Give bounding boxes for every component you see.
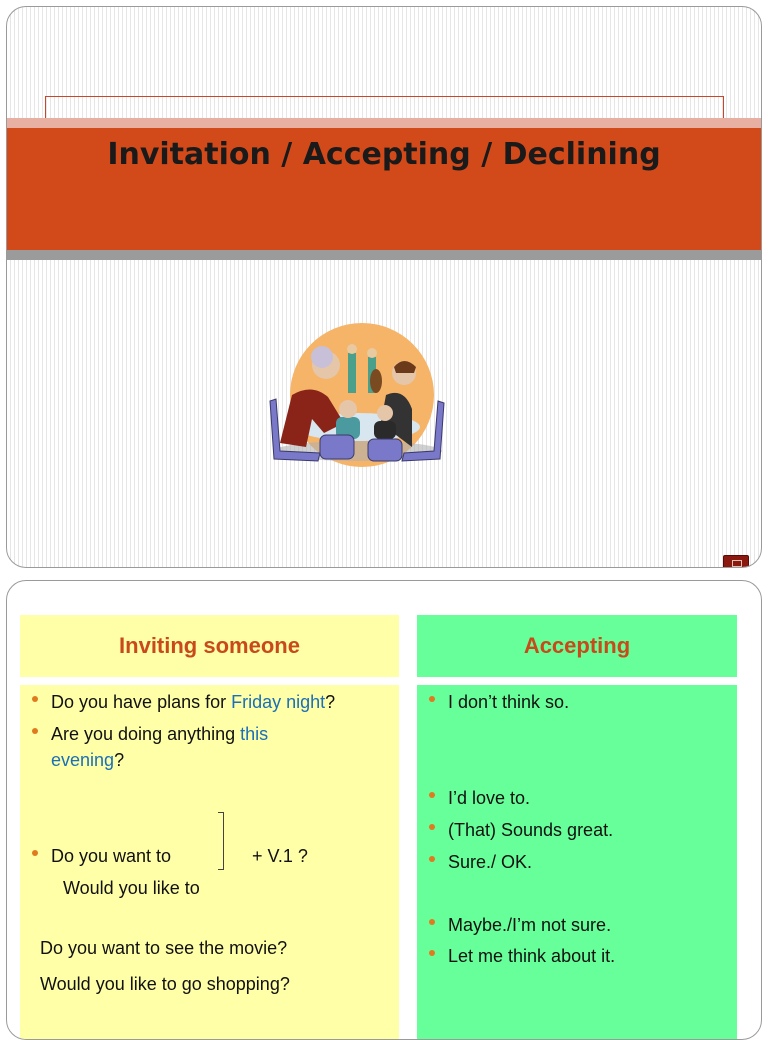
example-sentence: Would you like to go shopping? bbox=[40, 974, 290, 994]
bullet-icon bbox=[429, 696, 435, 702]
slide-title: Invitation / Accepting / Declining bbox=[107, 137, 661, 172]
accent-strip-bottom bbox=[7, 250, 761, 260]
item-text: Sure./ OK. bbox=[448, 852, 533, 872]
item-text: Maybe./I’m not sure. bbox=[448, 915, 612, 935]
accent-strip-top bbox=[7, 118, 761, 128]
item-text: ? bbox=[325, 692, 336, 712]
item-text: Are you doing anything bbox=[51, 724, 241, 744]
accepting-panel bbox=[417, 685, 737, 1040]
list-item bbox=[429, 943, 615, 969]
list-item bbox=[429, 689, 569, 715]
content-slide bbox=[6, 580, 762, 1040]
bullet-icon bbox=[429, 792, 435, 798]
bullet-icon bbox=[429, 856, 435, 862]
title-slide bbox=[6, 6, 762, 568]
item-text: Do you want to bbox=[51, 846, 172, 866]
highlight-text: evening bbox=[51, 750, 115, 770]
bullet-icon bbox=[32, 696, 38, 702]
item-text: ? bbox=[114, 750, 125, 770]
inviting-header: Inviting someone bbox=[20, 615, 399, 677]
item-text: I’d love to. bbox=[448, 788, 531, 808]
item-text: Let me think about it. bbox=[448, 946, 616, 966]
inviting-panel bbox=[20, 685, 399, 1040]
highlight-text: this bbox=[240, 724, 269, 744]
item-text: Would you like to bbox=[63, 878, 200, 898]
list-item bbox=[32, 721, 268, 773]
list-item bbox=[32, 689, 335, 715]
highlight-text: Friday night bbox=[231, 692, 326, 712]
bullet-icon bbox=[32, 728, 38, 734]
bullet-icon bbox=[429, 919, 435, 925]
list-item bbox=[32, 843, 171, 869]
example-sentence: Do you want to see the movie? bbox=[40, 938, 288, 958]
verb-form: + V.1 ? bbox=[252, 846, 308, 866]
item-text: (That) Sounds great. bbox=[448, 820, 614, 840]
list-item bbox=[429, 785, 530, 811]
list-item bbox=[429, 849, 532, 875]
accepting-header: Accepting bbox=[417, 615, 737, 677]
bullet-icon bbox=[32, 850, 38, 856]
bullet-icon bbox=[429, 824, 435, 830]
item-text: Do you have plans for bbox=[51, 692, 232, 712]
dinner-party-clipart bbox=[262, 323, 447, 468]
slide-nav-button[interactable] bbox=[723, 555, 749, 568]
item-text: I don’t think so. bbox=[448, 692, 570, 712]
list-item bbox=[429, 817, 613, 843]
bullet-icon bbox=[429, 950, 435, 956]
bracket bbox=[218, 812, 224, 870]
list-item bbox=[429, 912, 611, 938]
